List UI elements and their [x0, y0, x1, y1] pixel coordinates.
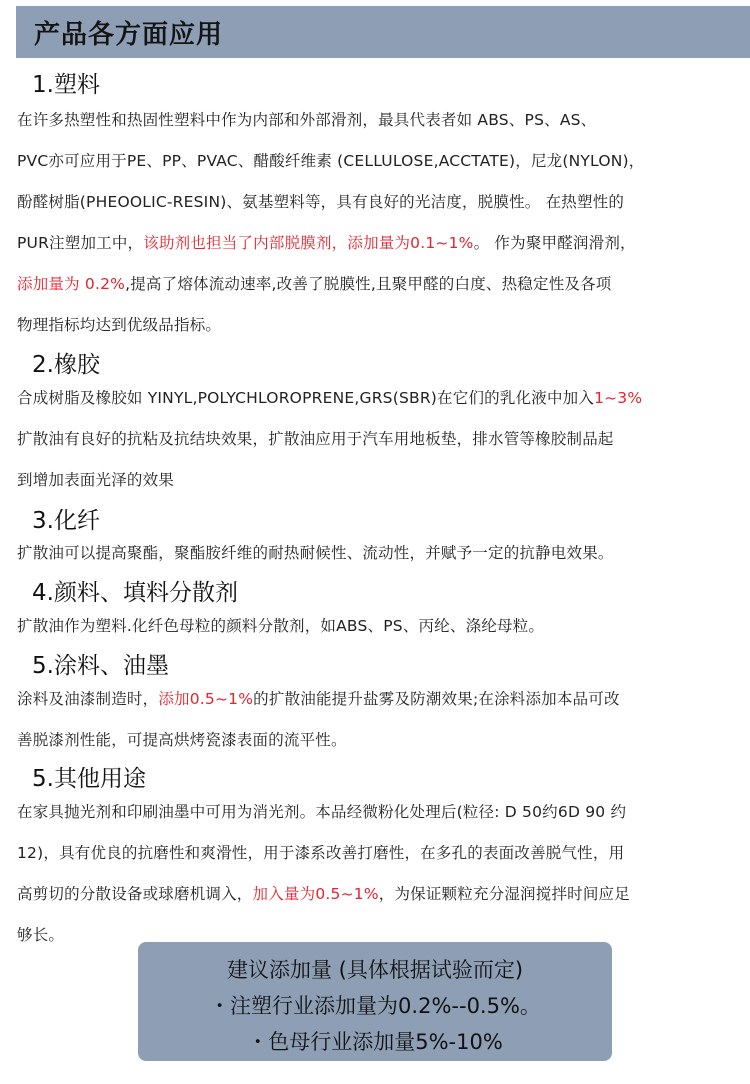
- paragraph-line: 扩散油作为塑料.化纤色母粒的颜料分散剂，如ABS、PS、丙纶、涤纶母粒。: [17, 617, 545, 635]
- paragraph-line: 涂料及油漆制造时，添加0.5~1%的扩散油能提升盐雾及防潮效果;在涂料添加本品可改: [17, 690, 620, 708]
- paragraph-line: 物理指标均达到优级品指标。: [17, 316, 222, 334]
- paragraph-line: PUR注塑加工中，该助剂也担当了内部脱膜剂，添加量为0.1~1%。 作为聚甲醛润滑剂，: [17, 234, 636, 252]
- section-heading-pigment: 4.颜料、填料分散剂: [32, 580, 238, 606]
- section-heading-rubber: 2.橡胶: [32, 352, 100, 378]
- paragraph-line: 在家具抛光剂和印刷油墨中可用为消光剂。本品经微粉化处理后(粒径: D 50约6D 90 约: [17, 803, 627, 821]
- recommendation-title: 建议添加量 (具体根据试验而定): [226, 958, 524, 982]
- section-heading-fiber: 3.化纤: [32, 508, 100, 534]
- recommendation-item: ・注塑行业添加量为0.2%--0.5%。: [209, 994, 541, 1018]
- section-heading-plastics: 1.塑料: [32, 72, 100, 98]
- section-heading-coating: 5.涂料、油墨: [32, 653, 169, 679]
- paragraph-line: 在许多热塑性和热固性塑料中作为内部和外部滑剂，最具代表者如 ABS、PS、AS、: [17, 111, 597, 129]
- paragraph-line: 扩散油有良好的抗粘及抗结块效果，扩散油应用于汽车用地板垫，排水管等橡胶制品起: [17, 430, 614, 448]
- highlight-text: 添加0.5~1%: [158, 690, 254, 708]
- paragraph-line: 添加量为 0.2%,提高了熔体流动速率,改善了脱膜性,且聚甲醛的白度、热稳定性及各项: [17, 275, 612, 293]
- highlight-text: 该助剂也担当了内部脱膜剂，添加量为0.1~1%: [143, 234, 474, 252]
- paragraph-line: 酚醛树脂(PHEOOLIC-RESIN)、氨基塑料等，具有良好的光洁度，脱膜性。 在热塑性的: [17, 193, 625, 211]
- highlight-text: 添加量为 0.2%: [17, 275, 126, 293]
- highlight-text: 1~3%: [594, 389, 643, 407]
- section-heading-other: 5.其他用途: [32, 766, 146, 792]
- header-bar: [16, 6, 750, 58]
- paragraph-line: 合成树脂及橡胶如 YINYL,POLYCHLOROPRENE,GRS(SBR)在它们的乳化液中加入1~3%: [17, 389, 643, 407]
- paragraph-line: 到增加表面光泽的效果: [17, 471, 175, 489]
- paragraph-line: 够长。: [17, 926, 65, 944]
- paragraph-line: 高剪切的分散设备或球磨机调入，加入量为0.5~1%，为保证颗粒充分湿润搅拌时间应足: [17, 885, 630, 903]
- paragraph-line: 扩散油可以提高聚酯，聚酯胺纤维的耐热耐候性、流动性，并赋予一定的抗静电效果。: [17, 544, 614, 562]
- recommendation-item: ・色母行业添加量5%-10%: [247, 1030, 503, 1054]
- highlight-text: 加入量为0.5~1%: [252, 885, 379, 903]
- page-title: 产品各方面应用: [34, 20, 224, 50]
- paragraph-line: 12)，具有优良的抗磨性和爽滑性，用于漆系改善打磨性，在多孔的表面改善脱气性，用: [17, 844, 625, 862]
- paragraph-line: 善脱漆剂性能，可提高烘烤瓷漆表面的流平性。: [17, 731, 347, 749]
- paragraph-line: PVC亦可应用于PE、PP、PVAC、醋酸纤维素 (CELLULOSE,ACCTATE)，尼龙(NYLON)，: [17, 152, 645, 170]
- recommendation-box: [138, 942, 612, 1061]
